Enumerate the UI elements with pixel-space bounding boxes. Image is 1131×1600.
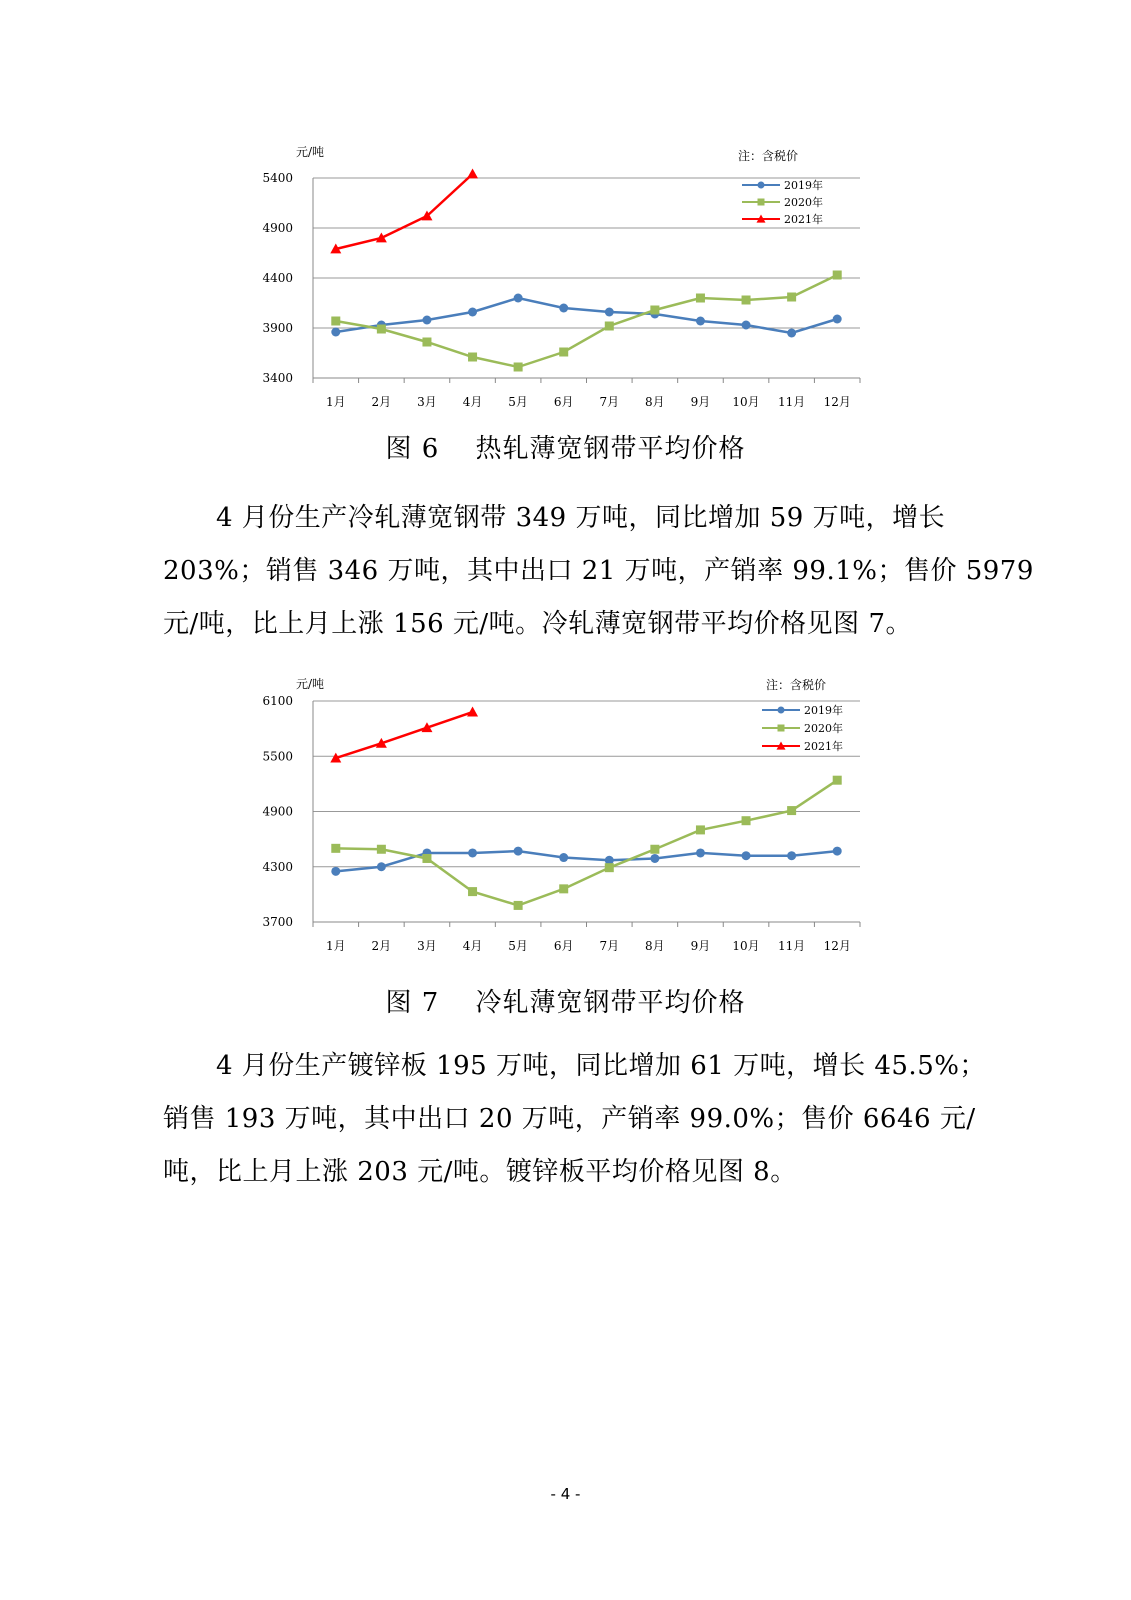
data-point [605, 308, 614, 317]
data-point [468, 848, 477, 857]
series-0 [331, 294, 841, 338]
data-point [742, 321, 751, 330]
data-point [468, 887, 477, 896]
x-tick-label: 10月 [732, 395, 760, 409]
data-point [696, 294, 705, 303]
x-tick-label: 11月 [777, 395, 806, 409]
y-tick-label: 4300 [262, 859, 293, 874]
data-point [559, 304, 568, 313]
data-point [331, 844, 340, 853]
legend-label: 2020年 [804, 722, 843, 735]
data-point [331, 328, 340, 337]
y-tick-label: 3400 [262, 371, 293, 385]
chart-note: 注：含税价 [738, 149, 799, 163]
y-tick-label: 3700 [262, 915, 293, 929]
data-point [605, 322, 614, 331]
data-point [696, 317, 705, 326]
legend-entry [762, 721, 843, 735]
x-tick-label: 8月 [645, 939, 665, 953]
data-point [422, 854, 431, 863]
data-point [422, 338, 431, 347]
y-tick-label: 5400 [262, 171, 293, 185]
data-point [514, 294, 523, 303]
paragraph-1-line-1: 4 月份生产冷轧薄宽钢带 349 万吨，同比增加 59 万吨，增长 [163, 503, 946, 533]
data-point [833, 776, 842, 785]
x-tick-label: 6月 [553, 395, 574, 409]
y-tick-label: 5500 [262, 749, 293, 764]
series-0 [331, 847, 841, 876]
data-point [696, 825, 705, 834]
series-line [336, 780, 837, 905]
caption-fig7: 图 7 冷轧薄宽钢带平均价格 [385, 988, 746, 1018]
data-point [377, 862, 386, 871]
data-point [514, 363, 523, 372]
data-point [422, 316, 431, 325]
x-tick-label: 12月 [823, 939, 851, 953]
data-point [833, 315, 842, 324]
paragraph-2-line-1: 4 月份生产镀锌板 195 万吨，同比增加 61 万吨，增长 45.5%； [163, 1051, 986, 1081]
data-point [331, 867, 340, 876]
paragraph-2 [163, 1040, 986, 1199]
x-tick-label: 8月 [645, 395, 665, 409]
data-point [467, 707, 478, 717]
chart-fig7 [0, 672, 1131, 962]
series-line [336, 174, 473, 249]
data-point [787, 806, 796, 815]
x-tick-label: 10月 [732, 939, 760, 953]
chart-fig6 [0, 140, 1131, 415]
y-axis-label: 元/吨 [296, 677, 325, 691]
data-point [377, 845, 386, 854]
paragraph-1 [163, 492, 1034, 651]
legend-label: 2019年 [784, 179, 823, 192]
legend-entry [742, 178, 823, 192]
x-tick-label: 7月 [599, 395, 620, 409]
data-point [650, 306, 659, 315]
data-point [467, 169, 478, 179]
data-point [650, 854, 659, 863]
paragraph-1-line-3: 元/吨，比上月上涨 156 元/吨。冷轧薄宽钢带平均价格见图 7。 [163, 609, 912, 639]
paragraph-2-line-2: 销售 193 万吨，其中出口 20 万吨，产销率 99.0%；售价 6646 元/ [163, 1104, 976, 1134]
x-tick-label: 11月 [777, 939, 806, 953]
paragraph-1-line-2: 203%；销售 346 万吨，其中出口 21 万吨，产销率 99.1%；售价 5979 [163, 556, 1034, 586]
data-point [787, 851, 796, 860]
data-point [468, 308, 477, 317]
chart-note: 注：含税价 [766, 678, 827, 692]
y-tick-label: 4900 [262, 804, 293, 819]
y-tick-label: 4900 [262, 221, 293, 235]
data-point [778, 725, 785, 732]
data-point [559, 884, 568, 893]
x-tick-label: 4月 [462, 939, 483, 953]
legend-entry [762, 703, 843, 717]
chart-fig7-svg [0, 672, 1131, 962]
data-point [742, 296, 751, 305]
series-2 [330, 707, 478, 763]
x-tick-label: 7月 [599, 939, 620, 953]
data-point [758, 182, 765, 189]
y-axis-label: 元/吨 [296, 145, 325, 159]
caption-fig6: 图 6 热轧薄宽钢带平均价格 [385, 434, 746, 464]
data-point [833, 847, 842, 856]
series-2 [330, 169, 478, 254]
data-point [787, 293, 796, 302]
x-tick-label: 1月 [325, 939, 346, 953]
legend-entry [742, 195, 823, 209]
series-line [336, 712, 473, 758]
legend-label: 2021年 [804, 740, 843, 753]
x-tick-label: 12月 [823, 395, 851, 409]
x-tick-label: 3月 [417, 939, 437, 953]
data-point [514, 901, 523, 910]
x-tick-label: 2月 [371, 939, 392, 953]
data-point [605, 863, 614, 872]
data-point [787, 329, 796, 338]
x-tick-label: 6月 [553, 939, 574, 953]
paragraph-2-line-3: 吨，比上月上涨 203 元/吨。镀锌板平均价格见图 8。 [163, 1157, 797, 1187]
data-point [331, 317, 340, 326]
y-tick-label: 3900 [262, 321, 293, 335]
legend-label: 2020年 [784, 196, 823, 209]
x-tick-label: 1月 [325, 395, 346, 409]
x-tick-label: 9月 [690, 395, 711, 409]
data-point [559, 853, 568, 862]
data-point [778, 707, 785, 714]
data-point [742, 816, 751, 825]
data-point [833, 271, 842, 280]
chart-fig6-svg [0, 140, 1131, 415]
page-number: - 4 - [550, 1485, 581, 1503]
x-tick-label: 3月 [417, 395, 437, 409]
data-point [742, 851, 751, 860]
data-point [696, 848, 705, 857]
x-tick-label: 9月 [690, 939, 711, 953]
data-point [468, 353, 477, 362]
legend-entry [742, 212, 823, 226]
y-tick-label: 6100 [262, 694, 293, 708]
legend-label: 2019年 [804, 704, 843, 717]
x-tick-label: 5月 [508, 939, 528, 953]
data-point [650, 845, 659, 854]
x-tick-label: 4月 [462, 395, 483, 409]
data-point [377, 325, 386, 334]
data-point [758, 199, 765, 206]
series-1 [331, 776, 841, 910]
x-tick-label: 2月 [371, 395, 392, 409]
legend-label: 2021年 [784, 213, 823, 226]
x-tick-label: 5月 [508, 395, 528, 409]
legend-entry [762, 739, 843, 753]
data-point [559, 348, 568, 357]
data-point [514, 847, 523, 856]
y-tick-label: 4400 [262, 271, 293, 285]
